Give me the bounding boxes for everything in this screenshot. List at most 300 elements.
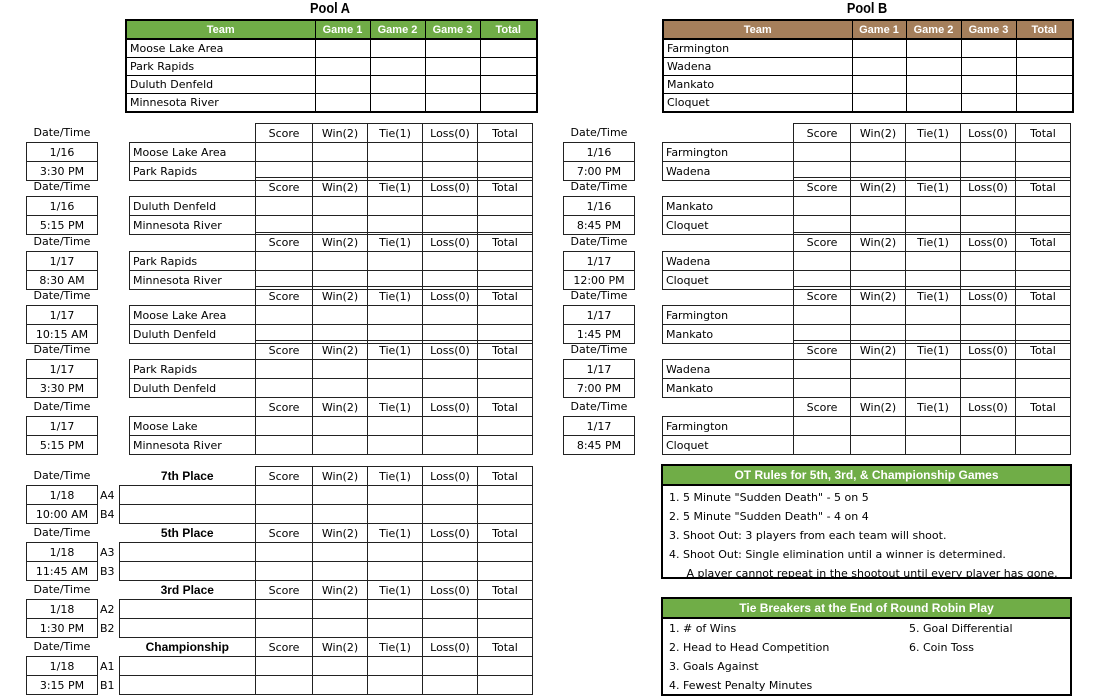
cell[interactable] <box>425 76 480 94</box>
score-cell[interactable] <box>368 436 423 455</box>
game-date: 1/16 <box>564 143 635 162</box>
score-cell[interactable] <box>906 252 961 271</box>
score-cell[interactable] <box>1016 436 1071 455</box>
win-header: Win(2) <box>313 233 368 252</box>
game-date: 1/16 <box>564 197 635 216</box>
game-block <box>26 232 533 290</box>
tie-breaker-row <box>663 657 1070 676</box>
table-row <box>27 252 533 271</box>
game-header-row <box>27 398 533 417</box>
score-cell[interactable] <box>256 306 313 325</box>
score-cell[interactable] <box>794 252 851 271</box>
tie-breaker-item: 5. Goal Differential <box>909 622 1013 635</box>
cell[interactable] <box>315 94 370 113</box>
score-cell[interactable] <box>368 619 423 638</box>
game-header-row <box>27 638 533 657</box>
team-name: Mankato <box>663 197 794 216</box>
score-cell[interactable] <box>368 360 423 379</box>
table-row <box>27 360 533 379</box>
team-name[interactable] <box>120 676 256 695</box>
game-date: 1/17 <box>27 306 98 325</box>
score-cell[interactable] <box>368 657 423 676</box>
table-row <box>27 143 533 162</box>
cell[interactable] <box>370 94 425 113</box>
win-header: Win(2) <box>313 287 368 306</box>
tie-header: Tie(1) <box>368 581 423 600</box>
score-cell[interactable] <box>961 252 1016 271</box>
score-cell[interactable] <box>423 360 478 379</box>
score-cell[interactable] <box>794 436 851 455</box>
score-cell[interactable] <box>423 543 478 562</box>
spacer <box>635 360 663 379</box>
score-cell[interactable] <box>423 252 478 271</box>
score-header: Score <box>256 467 313 486</box>
score-cell[interactable] <box>478 676 533 695</box>
game-header-row <box>564 341 1071 360</box>
score-cell[interactable] <box>368 306 423 325</box>
spacer <box>130 398 256 417</box>
spacer <box>635 124 663 143</box>
score-cell[interactable] <box>794 417 851 436</box>
cell[interactable] <box>370 58 425 76</box>
team-name[interactable] <box>120 600 256 619</box>
total-header: Total <box>478 178 533 197</box>
score-cell[interactable] <box>256 657 313 676</box>
seed-label: A1 <box>100 659 115 673</box>
score-cell[interactable] <box>851 436 906 455</box>
total-header: Total <box>478 524 533 543</box>
cell[interactable] <box>961 76 1016 94</box>
score-cell[interactable] <box>256 417 313 436</box>
score-cell[interactable] <box>368 252 423 271</box>
team-name[interactable] <box>120 619 256 638</box>
cell[interactable] <box>1016 76 1073 94</box>
game-header-row <box>564 287 1071 306</box>
date-time-label: Date/Time <box>570 126 628 140</box>
spacer <box>635 417 663 436</box>
date-time-label: Date/Time <box>570 343 628 357</box>
score-cell[interactable] <box>794 197 851 216</box>
score-cell[interactable] <box>368 600 423 619</box>
seed-label: B1 <box>100 678 115 692</box>
score-cell[interactable] <box>368 197 423 216</box>
cell[interactable] <box>480 58 537 76</box>
score-cell[interactable] <box>313 543 368 562</box>
score-cell[interactable] <box>423 600 478 619</box>
total-header: Total <box>1016 178 1071 197</box>
score-cell[interactable] <box>313 657 368 676</box>
cell[interactable] <box>852 94 906 113</box>
game-time: 10:15 AM <box>27 325 98 344</box>
col-team: Team <box>126 20 315 39</box>
total-header: Total <box>1016 341 1071 360</box>
score-cell[interactable] <box>478 543 533 562</box>
score-cell[interactable] <box>256 543 313 562</box>
game-date: 1/18 <box>27 657 98 676</box>
team-name[interactable] <box>120 562 256 581</box>
game-header-row <box>564 178 1071 197</box>
date-time-label: Date/Time <box>33 583 91 597</box>
score-cell[interactable] <box>478 379 533 398</box>
cell[interactable] <box>425 39 480 58</box>
tie-breakers-box <box>661 597 1072 696</box>
score-cell[interactable] <box>368 379 423 398</box>
game-label: 3rd Place <box>160 582 214 597</box>
game-time: 8:45 PM <box>564 216 635 235</box>
game-time: 10:00 AM <box>27 505 98 524</box>
score-cell[interactable] <box>906 417 961 436</box>
pool-b-standings <box>662 19 1074 113</box>
score-cell[interactable] <box>423 417 478 436</box>
loss-header: Loss(0) <box>423 581 478 600</box>
game-date: 1/17 <box>564 360 635 379</box>
game-time: 3:30 PM <box>27 379 98 398</box>
score-header: Score <box>256 524 313 543</box>
total-header: Total <box>1016 287 1071 306</box>
score-cell[interactable] <box>851 252 906 271</box>
cell[interactable] <box>480 76 537 94</box>
game-header-row <box>564 124 1071 143</box>
team-name[interactable] <box>120 486 256 505</box>
team-name[interactable] <box>120 657 256 676</box>
game-label: 5th Place <box>160 525 214 540</box>
score-cell[interactable] <box>794 143 851 162</box>
total-header: Total <box>478 398 533 417</box>
team-name: Park Rapids <box>126 58 315 76</box>
win-header: Win(2) <box>313 341 368 360</box>
score-cell[interactable] <box>851 360 906 379</box>
score-header: Score <box>794 398 851 417</box>
score-cell[interactable] <box>313 379 368 398</box>
spacer <box>98 341 130 360</box>
score-cell[interactable] <box>256 379 313 398</box>
score-cell[interactable] <box>313 619 368 638</box>
score-cell[interactable] <box>1016 252 1071 271</box>
score-cell[interactable] <box>423 306 478 325</box>
score-cell[interactable] <box>961 379 1016 398</box>
score-cell[interactable] <box>906 436 961 455</box>
win-header: Win(2) <box>313 638 368 657</box>
cell[interactable] <box>425 58 480 76</box>
score-cell[interactable] <box>794 306 851 325</box>
spacer <box>98 233 130 252</box>
cell[interactable] <box>1016 39 1073 58</box>
score-cell[interactable] <box>256 619 313 638</box>
score-cell[interactable] <box>851 197 906 216</box>
score-cell[interactable] <box>256 143 313 162</box>
score-cell[interactable] <box>1016 379 1071 398</box>
score-cell[interactable] <box>256 197 313 216</box>
score-cell[interactable] <box>478 360 533 379</box>
score-cell[interactable] <box>794 379 851 398</box>
date-time-label: Date/Time <box>33 640 91 654</box>
cell[interactable] <box>906 76 961 94</box>
loss-header: Loss(0) <box>423 287 478 306</box>
cell[interactable] <box>852 58 906 76</box>
tie-header: Tie(1) <box>906 124 961 143</box>
game-time: 3:15 PM <box>27 676 98 695</box>
spacer <box>98 638 120 657</box>
score-cell[interactable] <box>313 436 368 455</box>
tie-header: Tie(1) <box>368 524 423 543</box>
score-cell[interactable] <box>368 676 423 695</box>
score-cell[interactable] <box>313 600 368 619</box>
cell[interactable] <box>961 39 1016 58</box>
score-cell[interactable] <box>1016 360 1071 379</box>
score-cell[interactable] <box>1016 417 1071 436</box>
tie-header: Tie(1) <box>906 398 961 417</box>
score-cell[interactable] <box>961 143 1016 162</box>
game-header-row <box>27 124 533 143</box>
score-cell[interactable] <box>478 562 533 581</box>
loss-header: Loss(0) <box>961 287 1016 306</box>
score-cell[interactable] <box>256 252 313 271</box>
score-cell[interactable] <box>478 143 533 162</box>
cell[interactable] <box>906 39 961 58</box>
score-cell[interactable] <box>961 197 1016 216</box>
score-cell[interactable] <box>256 676 313 695</box>
team-name: Duluth Denfeld <box>130 197 256 216</box>
score-cell[interactable] <box>368 417 423 436</box>
spacer <box>635 306 663 325</box>
game-date: 1/17 <box>27 417 98 436</box>
score-cell[interactable] <box>313 143 368 162</box>
score-cell[interactable] <box>478 436 533 455</box>
team-name: Cloquet <box>663 94 852 113</box>
score-cell[interactable] <box>851 417 906 436</box>
game-block <box>26 523 533 581</box>
table-row <box>564 436 1071 455</box>
cell[interactable] <box>906 94 961 113</box>
loss-header: Loss(0) <box>423 341 478 360</box>
team-name: Minnesota River <box>126 94 315 113</box>
cell[interactable] <box>370 76 425 94</box>
score-cell[interactable] <box>478 486 533 505</box>
spacer <box>635 379 663 398</box>
game-time: 1:30 PM <box>27 619 98 638</box>
score-cell[interactable] <box>851 379 906 398</box>
score-cell[interactable] <box>478 505 533 524</box>
loss-header: Loss(0) <box>423 124 478 143</box>
date-time-label: Date/Time <box>33 289 91 303</box>
game-time: 8:45 PM <box>564 436 635 455</box>
cell[interactable] <box>425 94 480 113</box>
loss-header: Loss(0) <box>423 398 478 417</box>
spacer <box>98 124 130 143</box>
tie-header: Tie(1) <box>906 233 961 252</box>
score-cell[interactable] <box>313 505 368 524</box>
date-time-label: Date/Time <box>570 400 628 414</box>
score-cell[interactable] <box>478 619 533 638</box>
score-cell[interactable] <box>368 562 423 581</box>
score-cell[interactable] <box>423 657 478 676</box>
score-cell[interactable] <box>906 143 961 162</box>
score-cell[interactable] <box>313 676 368 695</box>
ot-rule-line: 2. 5 Minute "Sudden Death" - 4 on 4 <box>669 510 869 523</box>
game-time: 5:15 PM <box>27 436 98 455</box>
date-time-label: Date/Time <box>33 126 91 140</box>
score-cell[interactable] <box>423 505 478 524</box>
score-cell[interactable] <box>423 197 478 216</box>
score-cell[interactable] <box>1016 197 1071 216</box>
score-cell[interactable] <box>423 143 478 162</box>
team-name: Mankato <box>663 76 852 94</box>
table-row <box>27 306 533 325</box>
table-row <box>27 619 533 638</box>
score-header: Score <box>256 178 313 197</box>
cell[interactable] <box>480 39 537 58</box>
game-block <box>563 340 1071 398</box>
score-cell[interactable] <box>961 417 1016 436</box>
team-name: Moose Lake Area <box>130 306 256 325</box>
total-header: Total <box>1016 398 1071 417</box>
spacer <box>663 233 794 252</box>
total-header: Total <box>478 467 533 486</box>
table-row <box>663 76 1073 94</box>
tie-header: Tie(1) <box>368 287 423 306</box>
seed-label: B3 <box>100 564 115 578</box>
tie-breaker-item: 1. # of Wins <box>669 622 737 635</box>
score-cell[interactable] <box>906 360 961 379</box>
score-cell[interactable] <box>368 505 423 524</box>
score-cell[interactable] <box>423 676 478 695</box>
cell[interactable] <box>480 94 537 113</box>
score-cell[interactable] <box>961 436 1016 455</box>
cell[interactable] <box>315 58 370 76</box>
date-time-label: Date/Time <box>570 180 628 194</box>
tie-breaker-row <box>663 619 1070 638</box>
score-cell[interactable] <box>478 197 533 216</box>
score-cell[interactable] <box>313 197 368 216</box>
loss-header: Loss(0) <box>961 124 1016 143</box>
score-cell[interactable] <box>256 486 313 505</box>
cell[interactable] <box>852 76 906 94</box>
score-cell[interactable] <box>256 436 313 455</box>
table-row <box>564 143 1071 162</box>
seed-label: A4 <box>100 488 115 502</box>
score-cell[interactable] <box>256 600 313 619</box>
team-name: Wadena <box>663 360 794 379</box>
score-cell[interactable] <box>478 600 533 619</box>
score-header: Score <box>256 638 313 657</box>
table-row <box>564 417 1071 436</box>
game-label: 7th Place <box>160 468 214 483</box>
seed-label: A3 <box>100 545 115 559</box>
score-cell[interactable] <box>368 143 423 162</box>
pool-a-title: Pool A <box>310 0 350 17</box>
score-cell[interactable] <box>256 562 313 581</box>
game-time: 12:00 PM <box>564 271 635 290</box>
date-time-label: Date/Time <box>33 526 91 540</box>
score-cell[interactable] <box>478 417 533 436</box>
team-name: Duluth Denfeld <box>130 379 256 398</box>
cell[interactable] <box>315 76 370 94</box>
team-name[interactable] <box>120 543 256 562</box>
spacer <box>98 379 130 398</box>
spacer <box>98 581 120 600</box>
table-row <box>27 562 533 581</box>
score-cell[interactable] <box>906 306 961 325</box>
game-header-row <box>564 398 1071 417</box>
score-cell[interactable] <box>368 486 423 505</box>
score-header: Score <box>794 124 851 143</box>
score-cell[interactable] <box>794 360 851 379</box>
score-cell[interactable] <box>961 360 1016 379</box>
loss-header: Loss(0) <box>423 638 478 657</box>
cell[interactable] <box>1016 94 1073 113</box>
team-name: Farmington <box>663 417 794 436</box>
score-cell[interactable] <box>423 562 478 581</box>
game-time: 7:00 PM <box>564 162 635 181</box>
team-name: Wadena <box>663 162 794 181</box>
score-cell[interactable] <box>256 360 313 379</box>
score-cell[interactable] <box>368 543 423 562</box>
score-cell[interactable] <box>478 657 533 676</box>
spacer <box>130 124 256 143</box>
spacer <box>130 178 256 197</box>
total-header: Total <box>478 287 533 306</box>
loss-header: Loss(0) <box>423 524 478 543</box>
cell[interactable] <box>961 58 1016 76</box>
win-header: Win(2) <box>851 178 906 197</box>
score-cell[interactable] <box>1016 306 1071 325</box>
win-header: Win(2) <box>313 398 368 417</box>
score-cell[interactable] <box>313 306 368 325</box>
score-cell[interactable] <box>313 252 368 271</box>
tie-header: Tie(1) <box>368 124 423 143</box>
spacer <box>130 233 256 252</box>
team-name: Cloquet <box>663 271 794 290</box>
score-cell[interactable] <box>1016 143 1071 162</box>
cell[interactable] <box>370 39 425 58</box>
tie-breaker-item: 4. Fewest Penalty Minutes <box>669 679 813 692</box>
team-name: Moose Lake Area <box>126 39 315 58</box>
game-block <box>26 397 533 455</box>
score-cell[interactable] <box>313 562 368 581</box>
spacer <box>98 436 130 455</box>
cell[interactable] <box>906 58 961 76</box>
score-cell[interactable] <box>423 379 478 398</box>
team-name: Park Rapids <box>130 360 256 379</box>
score-cell[interactable] <box>851 143 906 162</box>
score-cell[interactable] <box>478 306 533 325</box>
team-name[interactable] <box>120 505 256 524</box>
score-cell[interactable] <box>313 486 368 505</box>
team-name: Park Rapids <box>130 252 256 271</box>
score-cell[interactable] <box>478 252 533 271</box>
cell[interactable] <box>852 39 906 58</box>
cell[interactable] <box>315 39 370 58</box>
spacer <box>98 197 130 216</box>
date-time-label: Date/Time <box>33 469 91 483</box>
cell[interactable] <box>1016 58 1073 76</box>
table-row <box>27 543 533 562</box>
score-cell[interactable] <box>851 306 906 325</box>
score-cell[interactable] <box>256 505 313 524</box>
score-cell[interactable] <box>313 417 368 436</box>
tie-header: Tie(1) <box>368 178 423 197</box>
game-header-row <box>27 287 533 306</box>
win-header: Win(2) <box>313 581 368 600</box>
score-cell[interactable] <box>423 436 478 455</box>
score-cell[interactable] <box>906 379 961 398</box>
score-cell[interactable] <box>423 619 478 638</box>
score-cell[interactable] <box>313 360 368 379</box>
score-cell[interactable] <box>906 197 961 216</box>
cell[interactable] <box>961 94 1016 113</box>
score-cell[interactable] <box>961 306 1016 325</box>
score-cell[interactable] <box>423 486 478 505</box>
